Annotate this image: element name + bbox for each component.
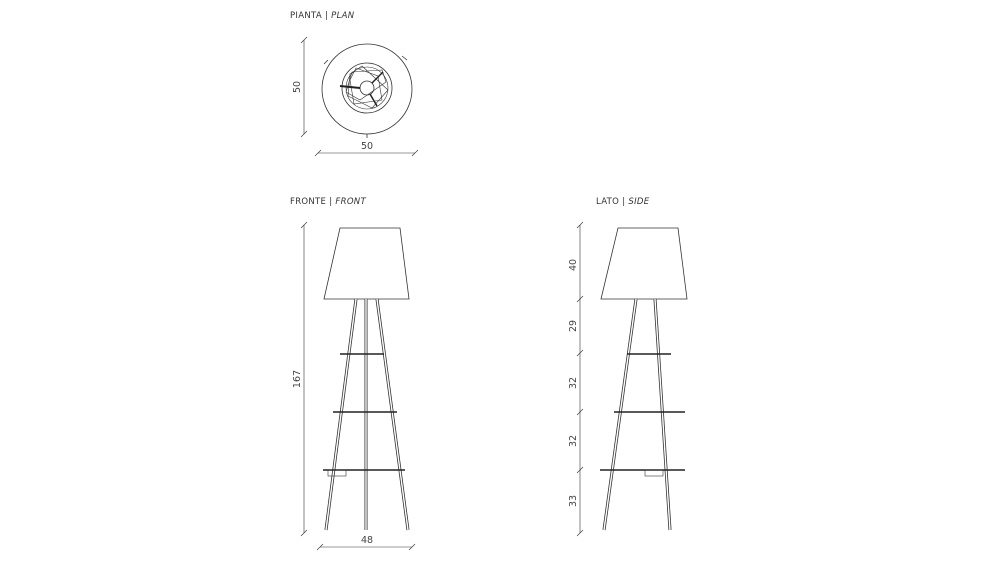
plan-view — [292, 37, 418, 156]
side-segment-label-4: 32 — [568, 434, 579, 448]
plan-foot — [402, 56, 407, 60]
side-segment-label-5: 33 — [568, 494, 579, 508]
title-separator: | — [622, 197, 626, 207]
plan-leg — [370, 94, 377, 106]
plan-shelf-shape — [350, 68, 382, 104]
title-separator: | — [324, 11, 329, 21]
front-shade — [324, 228, 409, 299]
side-leg-right-inner — [655, 299, 670, 530]
plan-leg — [372, 72, 383, 83]
plan-leg — [340, 86, 360, 88]
side-segment-label-3: 32 — [568, 376, 579, 390]
side-segment-label-2: 29 — [568, 319, 579, 333]
side-label: LATO — [596, 197, 620, 207]
title-separator: | — [329, 197, 333, 207]
front-height-label: 167 — [292, 369, 303, 389]
side-label-en: SIDE — [628, 197, 650, 207]
side-leg-left-inner — [604, 299, 636, 530]
front-width-label: 48 — [360, 535, 374, 546]
front-leg-left-inner — [326, 299, 356, 530]
front-label: FRONTE — [290, 197, 327, 207]
side-base-block — [645, 470, 663, 476]
plan-label: PIANTA — [290, 11, 322, 21]
plan-hub — [360, 81, 374, 95]
front-view — [292, 222, 415, 550]
plan-width-label: 50 — [360, 141, 374, 152]
front-base-block — [328, 470, 346, 476]
front-label-en: FRONT — [335, 197, 366, 207]
plan-depth-label: 50 — [292, 80, 303, 94]
side-view — [568, 222, 687, 536]
side-segment-label-1: 40 — [568, 258, 579, 272]
plan-label-en: PLAN — [331, 11, 355, 21]
plan-foot — [324, 60, 328, 64]
side-shade — [601, 228, 687, 299]
front-leg-right-inner — [377, 299, 408, 530]
plan-shade-outline — [322, 44, 412, 134]
